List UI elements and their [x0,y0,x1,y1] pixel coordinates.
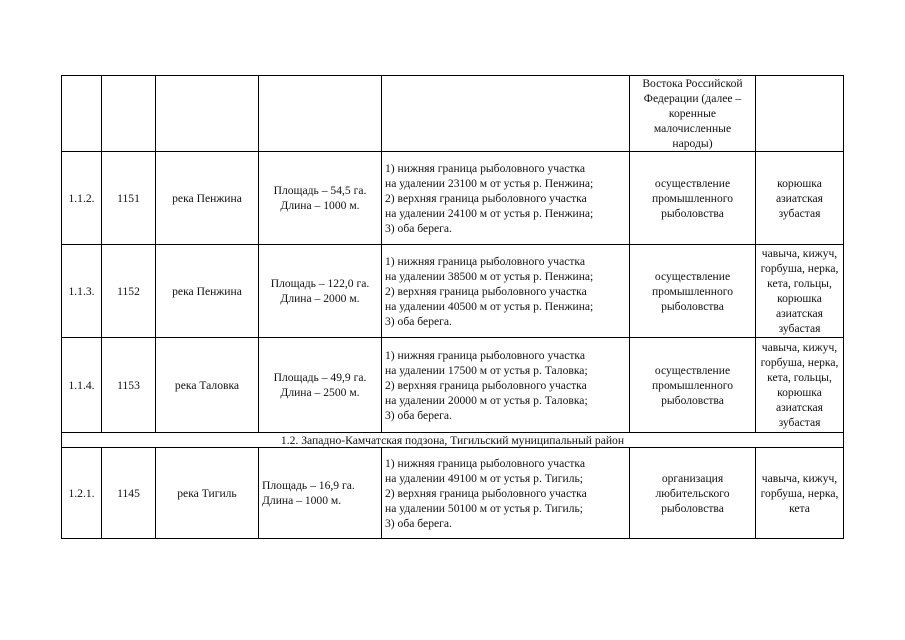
purpose-text: осуществление промышленного рыболовства [651,176,734,220]
species-cell [756,338,844,433]
river-name: река Тигиль [156,448,259,539]
table-row [62,76,844,152]
species-cell [756,152,844,245]
area-text: Площадь – 49,9 га. Длина – 2500 м. [273,371,367,399]
section-heading: 1.2. Западно-Камчатская подзона, Тигильский муниципальный район [62,433,844,448]
empty-cell [756,76,844,152]
site-code: 1151 [102,152,156,245]
purpose-cell [630,76,756,152]
purpose-text: Востока Российской Федерации (далее – коренные малочисленные народы) [642,77,743,150]
purpose-text: организация любительского рыболовства [655,471,730,515]
table-row [62,152,844,245]
area-text: Площадь – 122,0 га. Длина – 2000 м. [270,277,370,305]
table-row [62,245,844,338]
species-text: корюшка азиатская зубастая [775,176,824,220]
area-cell [259,245,382,338]
bounds-text: 1) нижняя граница рыболовного участка на удалении 23100 м от устья р. Пенжина; 2) верхняя граница рыболовного участка на удалении 24100 м от устья р. Пенжина; 3) оба берега. [385,161,594,235]
empty-cell [382,76,630,152]
empty-cell [156,76,259,152]
empty-cell [259,76,382,152]
row-number: 1.1.2. [62,152,102,245]
fishing-sites-table [61,75,844,539]
area-cell [259,448,382,539]
table-row [62,338,844,433]
area-text: Площадь – 54,5 га. Длина – 1000 м. [273,184,367,212]
site-code: 1153 [102,338,156,433]
area-cell [259,152,382,245]
site-code: 1152 [102,245,156,338]
empty-cell [102,76,156,152]
bounds-cell [382,448,630,539]
purpose-cell [630,245,756,338]
empty-cell [62,76,102,152]
row-number: 1.2.1. [62,448,102,539]
bounds-text: 1) нижняя граница рыболовного участка на удалении 17500 м от устья р. Таловка; 2) верхняя граница рыболовного участка на удалении 20000 м от устья р. Таловка; 3) оба берега. [385,348,588,422]
species-text: чавыча, кижуч, горбуша, нерка, кета, гольцы, корюшка азиатская зубастая [760,247,839,335]
river-name: река Пенжина [156,245,259,338]
bounds-cell [382,245,630,338]
section-row [62,433,844,448]
species-text: чавыча, кижуч, горбуша, нерка, кета, гольцы, корюшка азиатская зубастая [760,341,839,429]
purpose-cell [630,338,756,433]
area-text: Площадь – 16,9 га. Длина – 1000 м. [262,479,355,507]
bounds-text: 1) нижняя граница рыболовного участка на удалении 49100 м от устья р. Тигиль; 2) верхняя граница рыболовного участка на удалении 50100 м от устья р. Тигиль; 3) оба берега. [385,456,587,530]
purpose-text: осуществление промышленного рыболовства [651,269,734,313]
site-code: 1145 [102,448,156,539]
species-cell [756,245,844,338]
river-name: река Таловка [156,338,259,433]
bounds-cell [382,338,630,433]
bounds-cell [382,152,630,245]
purpose-cell [630,152,756,245]
species-text: чавыча, кижуч, горбуша, нерка, кета [760,471,839,515]
purpose-text: осуществление промышленного рыболовства [651,363,734,407]
area-cell [259,338,382,433]
river-name: река Пенжина [156,152,259,245]
table-row [62,448,844,539]
row-number: 1.1.4. [62,338,102,433]
purpose-cell [630,448,756,539]
bounds-text: 1) нижняя граница рыболовного участка на удалении 38500 м от устья р. Пенжина; 2) верхняя граница рыболовного участка на удалении 40500 м от устья р. Пенжина; 3) оба берега. [385,254,594,328]
row-number: 1.1.3. [62,245,102,338]
species-cell [756,448,844,539]
